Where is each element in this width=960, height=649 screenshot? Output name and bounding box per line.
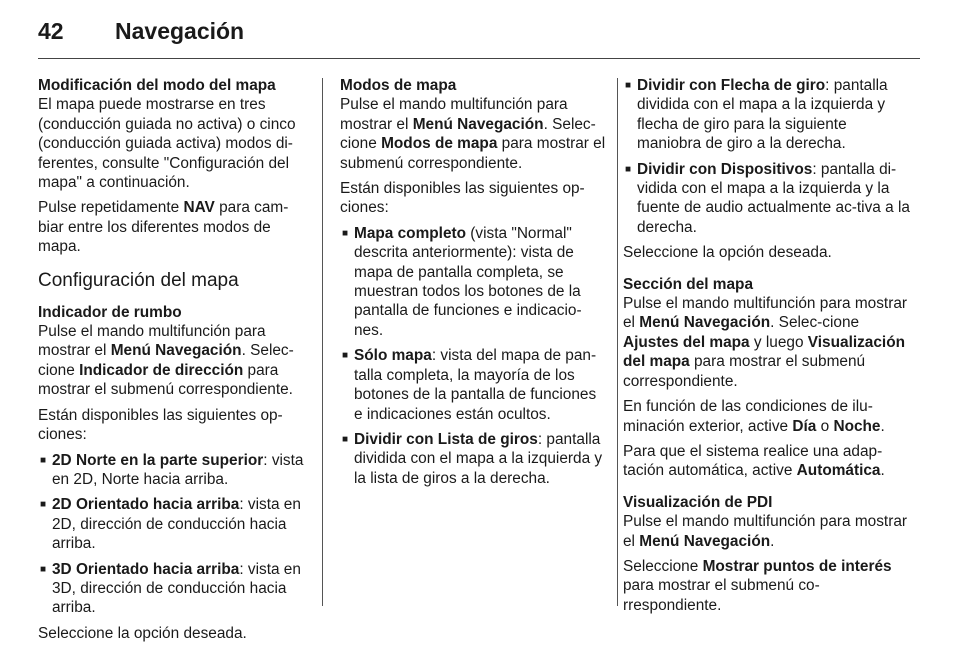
bold-term: Automática: [796, 462, 881, 480]
column-divider: [617, 78, 618, 606]
bold-term: Menú Navegación: [639, 314, 771, 332]
bold-term: Modos de mapa: [381, 135, 498, 153]
option-list: [38, 451, 308, 618]
subheading-heading-indicator: Indicador de rumbo: [38, 303, 182, 321]
bold-term: Ajustes del mapa: [623, 333, 750, 351]
section-heading: Configuración del mapa: [38, 269, 239, 291]
paragraph: Pulse el mando multifunción para mostrar el Menú Navegación. Selec-cione Ajustes del mapa y luego Visualización del mapa para mostrar el submenú correspondiente.: [623, 295, 908, 390]
paragraph: Están disponibles las siguientes op-ciones:: [340, 180, 585, 217]
bold-term: Visualización del mapa: [623, 333, 906, 371]
paragraph: Seleccione la opción deseada.: [38, 624, 247, 642]
list-item: ■ 2D Orientado hacia arriba: vista en 2D, dirección de conducción hacia arriba.: [38, 495, 308, 553]
option-list: [623, 76, 913, 237]
list-item: ■ Dividir con Lista de giros: pantalla dividida con el mapa a la izquierda y la lista de giros a la derecha.: [340, 430, 608, 488]
subheading-poi: Visualización de PDI: [623, 493, 773, 511]
subheading-map-section: Sección del mapa: [623, 275, 754, 293]
paragraph: Pulse el mando multifunción para mostrar el Menú Navegación. Selec-cione Indicador de dirección para mostrar el submenú correspondiente.: [38, 323, 294, 399]
paragraph: Están disponibles las siguientes op-ciones:: [38, 406, 283, 444]
paragraph: Para que el sistema realice una adap-tación automática, active Automática.: [623, 442, 885, 480]
header-rule: [38, 58, 920, 59]
paragraph: En función de las condiciones de ilu-minación exterior, active Día o Noche.: [623, 398, 885, 435]
paragraph: Seleccione Mostrar puntos de interés para mostrar el submenú co-rrespondiente.: [623, 557, 892, 614]
bold-term: NAV: [183, 199, 215, 217]
paragraph: Pulse el mando multifunción para mostrar el Menú Navegación.: [623, 513, 908, 550]
paragraph: El mapa puede mostrarse en tres (conducción guiada no activa) o cinco (conducción guiada activa) modos di-ferentes, consulte "Configuración del mapa" a continuación.: [38, 96, 296, 192]
paragraph: Pulse repetidamente NAV para cam-biar entre los diferentes modos de mapa.: [38, 199, 289, 256]
list-item: ■ Mapa completo (vista "Normal" descrita anteriormente): vista de mapa de pantalla completa, se muestran todos los botones de la pantalla de funciones e indicacio-nes.: [340, 224, 608, 340]
bold-term: Día: [792, 417, 817, 435]
list-item: ■ Dividir con Dispositivos: pantalla di-vidida con el mapa a la izquierda y la fuente de audio actualmente ac-tiva a la derecha.: [623, 160, 913, 238]
subheading-map-modes: Modos de mapa: [340, 77, 457, 94]
paragraph: Pulse el mando multifunción para mostrar el Menú Navegación. Selec-cione Modos de mapa para mostrar el submenú correspondiente.: [340, 96, 606, 172]
list-item: ■ 3D Orientado hacia arriba: vista en 3D, dirección de conducción hacia arriba.: [38, 560, 308, 618]
column-divider: [322, 78, 323, 606]
bold-term: Mostrar puntos de interés: [702, 557, 892, 575]
column-2: [340, 76, 608, 494]
bold-term: Menú Navegación: [639, 532, 771, 550]
page-title: Navegación: [115, 18, 245, 44]
list-item: ■ Sólo mapa: vista del mapa de pan-talla completa, la mayoría de los botones de la pantalla de funciones e indicaciones están ocultos.: [340, 346, 608, 424]
bold-term: Noche: [833, 417, 881, 435]
page-number: 42: [38, 18, 64, 44]
subheading-mode-change: Modificación del modo del mapa: [38, 77, 276, 94]
column-3: [623, 76, 913, 621]
column-1: [38, 76, 308, 649]
paragraph: Seleccione la opción deseada.: [623, 244, 832, 262]
bold-term: Indicador de dirección: [79, 361, 244, 379]
bold-term: Menú Navegación: [110, 342, 242, 360]
option-list: [340, 224, 608, 488]
bold-term: Menú Navegación: [412, 115, 544, 133]
list-item: ■ Dividir con Flecha de giro: pantalla dividida con el mapa a la izquierda y flecha de giro para la siguiente maniobra de giro a la derecha.: [623, 76, 913, 154]
list-item: ■ 2D Norte en la parte superior: vista en 2D, Norte hacia arriba.: [38, 451, 308, 490]
